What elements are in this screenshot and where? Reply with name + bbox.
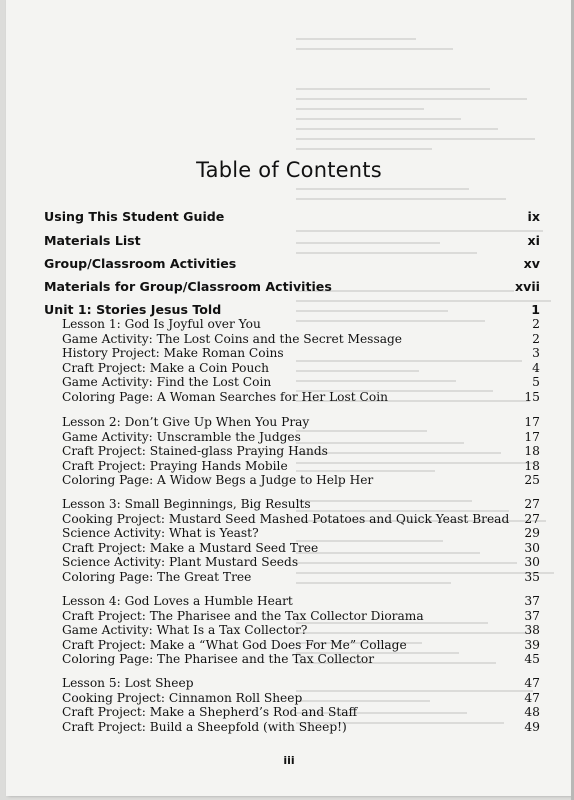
bleed-line xyxy=(296,48,453,50)
toc-activity-page: 18 xyxy=(524,444,540,458)
toc-activity-label: Craft Project: Make a Mustard Seed Tree xyxy=(62,541,319,555)
bleed-line xyxy=(296,118,461,120)
toc-lesson-label: Lesson 2: Don’t Give Up When You Pray xyxy=(62,415,310,429)
toc-activity-label: Cooking Project: Mustard Seed Mashed Potatoes and Quick Yeast Bread xyxy=(62,512,510,526)
toc-activity-label: Coloring Page: A Widow Begs a Judge to Help Her xyxy=(62,473,374,487)
toc-lesson xyxy=(6,317,572,333)
toc-lesson-page: 27 xyxy=(524,497,540,511)
toc-lesson xyxy=(6,497,572,513)
toc-activity xyxy=(6,705,572,721)
toc-activity-page: 37 xyxy=(524,609,540,623)
toc-section-page: xvii xyxy=(515,279,540,294)
toc-activity-label: Craft Project: Make a Coin Pouch xyxy=(62,361,269,375)
toc-activity xyxy=(6,473,572,489)
bleed-line xyxy=(296,148,432,150)
toc-lesson-label: Lesson 5: Lost Sheep xyxy=(62,676,194,690)
toc-section-label: Group/Classroom Activities xyxy=(44,256,237,271)
toc-activity-page: 2 xyxy=(532,332,540,346)
toc-section-label: Using This Student Guide xyxy=(44,209,225,224)
toc-activity-label: Coloring Page: The Great Tree xyxy=(62,570,252,584)
toc-activity-label: Craft Project: Make a “What God Does For Me” Collage xyxy=(62,638,407,652)
toc-section xyxy=(6,209,572,225)
toc-unit xyxy=(6,302,572,318)
toc-activity-page: 35 xyxy=(524,570,540,584)
bleed-line xyxy=(296,38,416,40)
toc-lesson xyxy=(6,676,572,692)
toc-section-label: Materials List xyxy=(44,233,141,248)
bleed-line xyxy=(296,138,535,140)
toc-lesson-page: 2 xyxy=(532,317,540,331)
toc-activity-label: Craft Project: Build a Sheepfold (with Sheep!) xyxy=(62,720,347,734)
toc-activity xyxy=(6,555,572,571)
toc-activity-page: 27 xyxy=(524,512,540,526)
toc-activity xyxy=(6,623,572,639)
toc-activity-label: Craft Project: Stained-glass Praying Hands xyxy=(62,444,328,458)
toc-activity-label: Craft Project: The Pharisee and the Tax Collector Diorama xyxy=(62,609,424,623)
toc-activity-label: Science Activity: Plant Mustard Seeds xyxy=(62,555,299,569)
toc-activity-label: Craft Project: Make a Shepherd’s Rod and Staff xyxy=(62,705,358,719)
bleed-line xyxy=(296,252,477,254)
toc-activity-label: Game Activity: What Is a Tax Collector? xyxy=(62,623,308,637)
toc-section xyxy=(6,256,572,272)
toc-activity xyxy=(6,652,572,668)
toc-lesson xyxy=(6,415,572,431)
toc-activity-page: 3 xyxy=(532,346,540,360)
toc-lesson-page: 17 xyxy=(524,415,540,429)
toc-activity-label: Science Activity: What is Yeast? xyxy=(62,526,259,540)
toc-activity xyxy=(6,390,572,406)
document-page xyxy=(6,0,572,796)
toc-activity-label: Game Activity: The Lost Coins and the Secret Message xyxy=(62,332,402,346)
toc-activity xyxy=(6,720,572,736)
toc-activity-label: Game Activity: Unscramble the Judges xyxy=(62,430,301,444)
bleed-line xyxy=(296,188,469,190)
toc-section xyxy=(6,233,572,249)
bleed-line xyxy=(296,198,506,200)
toc-activity-label: History Project: Make Roman Coins xyxy=(62,346,284,360)
toc-activity xyxy=(6,346,572,362)
toc-section xyxy=(6,279,572,295)
toc-lesson-page: 37 xyxy=(524,594,540,608)
toc-activity-page: 47 xyxy=(524,691,540,705)
toc-activity-page: 45 xyxy=(524,652,540,666)
toc-activity-page: 5 xyxy=(532,375,540,389)
toc-activity xyxy=(6,570,572,586)
toc-lesson-label: Lesson 4: God Loves a Humble Heart xyxy=(62,594,293,608)
toc-activity-label: Coloring Page: The Pharisee and the Tax Collector xyxy=(62,652,375,666)
toc-unit-label: Unit 1: Stories Jesus Told xyxy=(44,302,222,317)
toc-lesson-page: 47 xyxy=(524,676,540,690)
toc-activity-page: 49 xyxy=(524,720,540,734)
toc-section-page: ix xyxy=(527,209,540,224)
toc-activity-label: Game Activity: Find the Lost Coin xyxy=(62,375,272,389)
toc-lesson-label: Lesson 3: Small Beginnings, Big Results xyxy=(62,497,311,511)
bleed-line xyxy=(296,108,424,110)
toc-activity-label: Craft Project: Praying Hands Mobile xyxy=(62,459,288,473)
toc-activity-label: Cooking Project: Cinnamon Roll Sheep xyxy=(62,691,303,705)
toc-activity-page: 17 xyxy=(524,430,540,444)
toc-activity-page: 15 xyxy=(524,390,540,404)
toc-section-page: xv xyxy=(523,256,540,271)
bleed-line xyxy=(296,88,490,90)
page-number: iii xyxy=(283,754,295,767)
toc-section-page: xi xyxy=(527,233,540,248)
toc-activity xyxy=(6,444,572,460)
toc-section-label: Materials for Group/Classroom Activities xyxy=(44,279,332,294)
toc-lesson-label: Lesson 1: God Is Joyful over You xyxy=(62,317,261,331)
bleed-line xyxy=(296,128,498,130)
toc-activity-page: 29 xyxy=(524,526,540,540)
toc-activity-page: 48 xyxy=(524,705,540,719)
toc-activity-page: 18 xyxy=(524,459,540,473)
toc-unit-page: 1 xyxy=(531,302,540,317)
toc-activity xyxy=(6,375,572,391)
toc-activity-page: 38 xyxy=(524,623,540,637)
toc-activity-page: 25 xyxy=(524,473,540,487)
toc-activity-page: 30 xyxy=(524,541,540,555)
toc-activity-label: Coloring Page: A Woman Searches for Her Lost Coin xyxy=(62,390,388,404)
toc-activity-page: 30 xyxy=(524,555,540,569)
bleed-line xyxy=(296,98,527,100)
bleed-line xyxy=(296,230,543,232)
toc-activity-page: 39 xyxy=(524,638,540,652)
toc-lesson xyxy=(6,594,572,610)
toc-activity xyxy=(6,526,572,542)
toc-activity-page: 4 xyxy=(532,361,540,375)
page-title: Table of Contents xyxy=(196,158,382,182)
